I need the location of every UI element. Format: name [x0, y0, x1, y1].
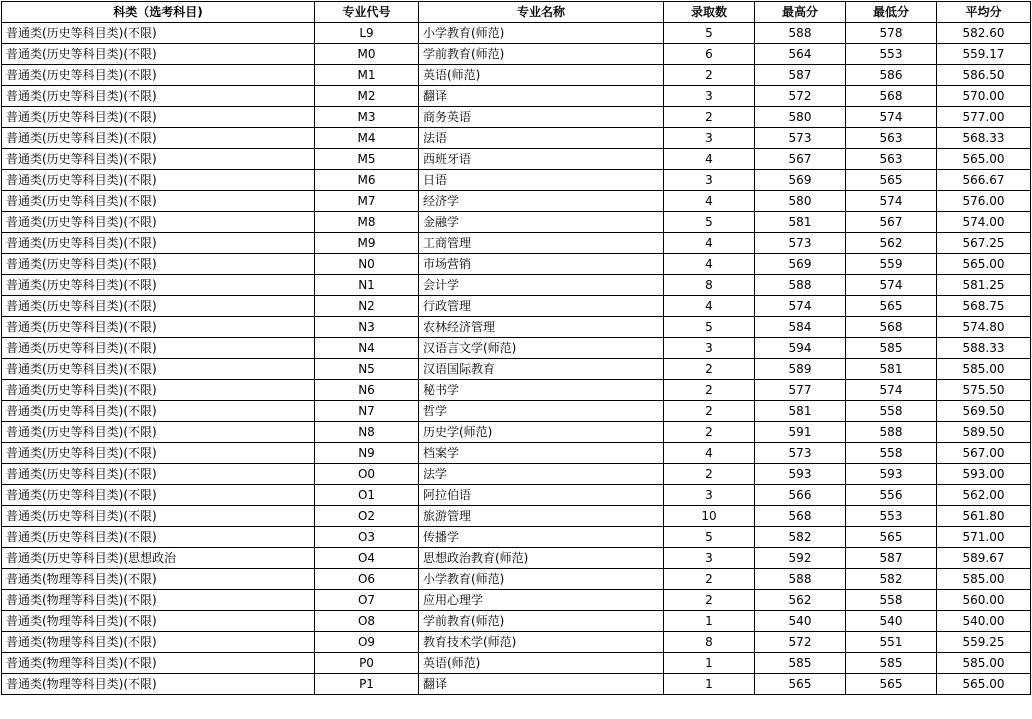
cell-category: 普通类(物理等科目类)(不限) [2, 590, 315, 611]
cell-max-score: 562 [755, 590, 846, 611]
cell-max-score: 591 [755, 422, 846, 443]
cell-max-score: 566 [755, 485, 846, 506]
cell-major-code: N0 [315, 254, 419, 275]
cell-max-score: 573 [755, 128, 846, 149]
cell-major-code: M2 [315, 86, 419, 107]
cell-major-code: M9 [315, 233, 419, 254]
cell-max-score: 588 [755, 275, 846, 296]
cell-avg-score: 593.00 [937, 464, 1031, 485]
cell-major-name: 应用心理学 [419, 590, 664, 611]
cell-max-score: 569 [755, 170, 846, 191]
cell-major-code: N4 [315, 338, 419, 359]
cell-major-code: P0 [315, 653, 419, 674]
cell-avg-score: 581.25 [937, 275, 1031, 296]
cell-category: 普通类(历史等科目类)(不限) [2, 464, 315, 485]
cell-max-score: 581 [755, 212, 846, 233]
cell-admitted-count: 2 [664, 401, 755, 422]
table-row [2, 506, 1031, 527]
cell-max-score: 564 [755, 44, 846, 65]
cell-min-score: 562 [846, 233, 937, 254]
table-row [2, 107, 1031, 128]
cell-category: 普通类(历史等科目类)(不限) [2, 380, 315, 401]
cell-major-name: 工商管理 [419, 233, 664, 254]
cell-max-score: 574 [755, 296, 846, 317]
cell-admitted-count: 1 [664, 674, 755, 695]
table-header-row [2, 2, 1031, 23]
table-row [2, 422, 1031, 443]
cell-min-score: 556 [846, 485, 937, 506]
cell-category: 普通类(历史等科目类)(不限) [2, 191, 315, 212]
table-row [2, 170, 1031, 191]
cell-major-name: 汉语言文学(师范) [419, 338, 664, 359]
cell-admitted-count: 8 [664, 632, 755, 653]
cell-admitted-count: 4 [664, 233, 755, 254]
cell-min-score: 558 [846, 401, 937, 422]
cell-avg-score: 574.80 [937, 317, 1031, 338]
cell-min-score: 540 [846, 611, 937, 632]
cell-category: 普通类(物理等科目类)(不限) [2, 632, 315, 653]
cell-category: 普通类(历史等科目类)(不限) [2, 485, 315, 506]
cell-admitted-count: 2 [664, 590, 755, 611]
table-row [2, 254, 1031, 275]
cell-min-score: 586 [846, 65, 937, 86]
cell-max-score: 581 [755, 401, 846, 422]
cell-major-name: 教育技术学(师范) [419, 632, 664, 653]
cell-category: 普通类(历史等科目类)(不限) [2, 254, 315, 275]
cell-major-name: 思想政治教育(师范) [419, 548, 664, 569]
table-row [2, 401, 1031, 422]
cell-admitted-count: 3 [664, 170, 755, 191]
cell-avg-score: 585.00 [937, 569, 1031, 590]
cell-min-score: 565 [846, 674, 937, 695]
cell-avg-score: 540.00 [937, 611, 1031, 632]
cell-min-score: 585 [846, 338, 937, 359]
cell-category: 普通类(历史等科目类)(不限) [2, 149, 315, 170]
table-row [2, 464, 1031, 485]
cell-major-code: N5 [315, 359, 419, 380]
cell-major-code: L9 [315, 23, 419, 44]
cell-min-score: 581 [846, 359, 937, 380]
cell-admitted-count: 3 [664, 86, 755, 107]
table-row [2, 233, 1031, 254]
table-row [2, 275, 1031, 296]
cell-max-score: 577 [755, 380, 846, 401]
cell-major-name: 会计学 [419, 275, 664, 296]
table-row [2, 527, 1031, 548]
cell-min-score: 565 [846, 296, 937, 317]
cell-avg-score: 577.00 [937, 107, 1031, 128]
cell-major-name: 法学 [419, 464, 664, 485]
cell-min-score: 559 [846, 254, 937, 275]
cell-major-code: M7 [315, 191, 419, 212]
cell-admitted-count: 4 [664, 149, 755, 170]
cell-major-code: M5 [315, 149, 419, 170]
table-row [2, 653, 1031, 674]
cell-avg-score: 571.00 [937, 527, 1031, 548]
cell-avg-score: 567.00 [937, 443, 1031, 464]
cell-category: 普通类(历史等科目类)(不限) [2, 275, 315, 296]
cell-major-name: 英语(师范) [419, 653, 664, 674]
cell-admitted-count: 3 [664, 485, 755, 506]
cell-min-score: 568 [846, 317, 937, 338]
cell-category: 普通类(历史等科目类)(不限) [2, 44, 315, 65]
cell-major-name: 法语 [419, 128, 664, 149]
cell-major-code: N2 [315, 296, 419, 317]
cell-avg-score: 565.00 [937, 149, 1031, 170]
cell-category: 普通类(历史等科目类)(不限) [2, 107, 315, 128]
cell-min-score: 574 [846, 275, 937, 296]
table-row [2, 569, 1031, 590]
cell-min-score: 565 [846, 527, 937, 548]
cell-max-score: 580 [755, 107, 846, 128]
cell-min-score: 568 [846, 86, 937, 107]
cell-major-name: 翻译 [419, 86, 664, 107]
cell-major-name: 哲学 [419, 401, 664, 422]
table-row [2, 128, 1031, 149]
table-row [2, 338, 1031, 359]
cell-major-code: O2 [315, 506, 419, 527]
table-row [2, 359, 1031, 380]
cell-max-score: 589 [755, 359, 846, 380]
cell-major-code: O4 [315, 548, 419, 569]
table-row [2, 485, 1031, 506]
cell-admitted-count: 5 [664, 212, 755, 233]
cell-max-score: 540 [755, 611, 846, 632]
cell-max-score: 567 [755, 149, 846, 170]
cell-avg-score: 589.50 [937, 422, 1031, 443]
cell-major-code: N3 [315, 317, 419, 338]
cell-major-code: M4 [315, 128, 419, 149]
cell-max-score: 584 [755, 317, 846, 338]
cell-avg-score: 582.60 [937, 23, 1031, 44]
cell-max-score: 573 [755, 443, 846, 464]
cell-max-score: 592 [755, 548, 846, 569]
cell-major-code: M1 [315, 65, 419, 86]
cell-major-name: 学前教育(师范) [419, 611, 664, 632]
cell-avg-score: 561.80 [937, 506, 1031, 527]
cell-max-score: 565 [755, 674, 846, 695]
admission-scores-table-container [1, 1, 1030, 695]
cell-avg-score: 560.00 [937, 590, 1031, 611]
cell-avg-score: 589.67 [937, 548, 1031, 569]
cell-admitted-count: 2 [664, 569, 755, 590]
cell-category: 普通类(历史等科目类)(不限) [2, 338, 315, 359]
cell-admitted-count: 2 [664, 422, 755, 443]
table-row [2, 296, 1031, 317]
table-row [2, 674, 1031, 695]
cell-major-code: N7 [315, 401, 419, 422]
cell-admitted-count: 1 [664, 653, 755, 674]
cell-major-name: 经济学 [419, 191, 664, 212]
header-max-score: 最高分 [755, 2, 846, 23]
header-category: 科类（选考科目) [2, 2, 315, 23]
cell-min-score: 587 [846, 548, 937, 569]
cell-major-name: 日语 [419, 170, 664, 191]
cell-max-score: 594 [755, 338, 846, 359]
table-row [2, 23, 1031, 44]
cell-category: 普通类(历史等科目类)(不限) [2, 233, 315, 254]
cell-min-score: 574 [846, 191, 937, 212]
cell-max-score: 580 [755, 191, 846, 212]
cell-category: 普通类(历史等科目类)(不限) [2, 359, 315, 380]
header-major-name: 专业名称 [419, 2, 664, 23]
cell-avg-score: 566.67 [937, 170, 1031, 191]
cell-admitted-count: 2 [664, 380, 755, 401]
cell-major-name: 行政管理 [419, 296, 664, 317]
cell-admitted-count: 2 [664, 464, 755, 485]
cell-major-name: 商务英语 [419, 107, 664, 128]
cell-avg-score: 570.00 [937, 86, 1031, 107]
cell-min-score: 578 [846, 23, 937, 44]
cell-avg-score: 568.33 [937, 128, 1031, 149]
cell-max-score: 573 [755, 233, 846, 254]
cell-min-score: 574 [846, 380, 937, 401]
cell-major-code: M6 [315, 170, 419, 191]
cell-max-score: 568 [755, 506, 846, 527]
cell-major-name: 传播学 [419, 527, 664, 548]
cell-major-name: 学前教育(师范) [419, 44, 664, 65]
cell-major-name: 小学教育(师范) [419, 569, 664, 590]
cell-admitted-count: 6 [664, 44, 755, 65]
cell-admitted-count: 5 [664, 317, 755, 338]
cell-major-name: 汉语国际教育 [419, 359, 664, 380]
cell-major-code: M8 [315, 212, 419, 233]
cell-major-code: O1 [315, 485, 419, 506]
cell-avg-score: 565.00 [937, 674, 1031, 695]
cell-min-score: 553 [846, 506, 937, 527]
cell-category: 普通类(历史等科目类)(不限) [2, 212, 315, 233]
cell-major-code: O0 [315, 464, 419, 485]
table-row [2, 86, 1031, 107]
table-row [2, 590, 1031, 611]
cell-max-score: 593 [755, 464, 846, 485]
cell-category: 普通类(历史等科目类)(不限) [2, 65, 315, 86]
cell-admitted-count: 5 [664, 527, 755, 548]
cell-avg-score: 562.00 [937, 485, 1031, 506]
cell-major-code: N9 [315, 443, 419, 464]
cell-avg-score: 565.00 [937, 254, 1031, 275]
cell-min-score: 553 [846, 44, 937, 65]
cell-major-name: 档案学 [419, 443, 664, 464]
cell-min-score: 558 [846, 590, 937, 611]
cell-avg-score: 568.75 [937, 296, 1031, 317]
cell-category: 普通类(物理等科目类)(不限) [2, 569, 315, 590]
cell-category: 普通类(历史等科目类)(思想政治 [2, 548, 315, 569]
cell-major-code: O8 [315, 611, 419, 632]
table-row [2, 212, 1031, 233]
cell-max-score: 582 [755, 527, 846, 548]
cell-category: 普通类(物理等科目类)(不限) [2, 653, 315, 674]
cell-min-score: 563 [846, 149, 937, 170]
cell-min-score: 585 [846, 653, 937, 674]
cell-max-score: 572 [755, 86, 846, 107]
cell-category: 普通类(历史等科目类)(不限) [2, 23, 315, 44]
cell-major-name: 小学教育(师范) [419, 23, 664, 44]
cell-admitted-count: 3 [664, 548, 755, 569]
cell-avg-score: 567.25 [937, 233, 1031, 254]
cell-avg-score: 569.50 [937, 401, 1031, 422]
cell-avg-score: 585.00 [937, 653, 1031, 674]
cell-min-score: 593 [846, 464, 937, 485]
header-admitted-count: 录取数 [664, 2, 755, 23]
cell-max-score: 588 [755, 569, 846, 590]
cell-category: 普通类(物理等科目类)(不限) [2, 674, 315, 695]
cell-avg-score: 588.33 [937, 338, 1031, 359]
cell-category: 普通类(历史等科目类)(不限) [2, 527, 315, 548]
cell-major-code: O3 [315, 527, 419, 548]
cell-avg-score: 585.00 [937, 359, 1031, 380]
cell-category: 普通类(历史等科目类)(不限) [2, 296, 315, 317]
cell-min-score: 563 [846, 128, 937, 149]
admission-scores-table [1, 1, 1031, 695]
cell-category: 普通类(历史等科目类)(不限) [2, 317, 315, 338]
cell-major-code: O7 [315, 590, 419, 611]
cell-major-name: 农林经济管理 [419, 317, 664, 338]
cell-min-score: 551 [846, 632, 937, 653]
cell-admitted-count: 4 [664, 254, 755, 275]
cell-major-code: N1 [315, 275, 419, 296]
table-row [2, 191, 1031, 212]
cell-major-code: O6 [315, 569, 419, 590]
cell-major-name: 翻译 [419, 674, 664, 695]
table-row [2, 44, 1031, 65]
cell-min-score: 558 [846, 443, 937, 464]
cell-avg-score: 559.25 [937, 632, 1031, 653]
cell-admitted-count: 8 [664, 275, 755, 296]
cell-avg-score: 559.17 [937, 44, 1031, 65]
cell-max-score: 569 [755, 254, 846, 275]
cell-category: 普通类(历史等科目类)(不限) [2, 506, 315, 527]
cell-max-score: 588 [755, 23, 846, 44]
cell-avg-score: 575.50 [937, 380, 1031, 401]
cell-category: 普通类(历史等科目类)(不限) [2, 422, 315, 443]
cell-category: 普通类(历史等科目类)(不限) [2, 86, 315, 107]
header-major-code: 专业代号 [315, 2, 419, 23]
cell-min-score: 588 [846, 422, 937, 443]
table-row [2, 548, 1031, 569]
cell-category: 普通类(历史等科目类)(不限) [2, 443, 315, 464]
cell-max-score: 585 [755, 653, 846, 674]
table-row [2, 443, 1031, 464]
cell-admitted-count: 4 [664, 296, 755, 317]
cell-major-code: O9 [315, 632, 419, 653]
cell-major-code: M0 [315, 44, 419, 65]
cell-major-name: 历史学(师范) [419, 422, 664, 443]
header-avg-score: 平均分 [937, 2, 1031, 23]
cell-admitted-count: 2 [664, 359, 755, 380]
cell-avg-score: 586.50 [937, 65, 1031, 86]
cell-admitted-count: 1 [664, 611, 755, 632]
table-row [2, 632, 1031, 653]
cell-major-name: 旅游管理 [419, 506, 664, 527]
cell-category: 普通类(物理等科目类)(不限) [2, 611, 315, 632]
cell-major-code: P1 [315, 674, 419, 695]
cell-admitted-count: 2 [664, 107, 755, 128]
cell-admitted-count: 2 [664, 65, 755, 86]
cell-category: 普通类(历史等科目类)(不限) [2, 170, 315, 191]
cell-min-score: 574 [846, 107, 937, 128]
cell-major-name: 市场营销 [419, 254, 664, 275]
cell-avg-score: 576.00 [937, 191, 1031, 212]
cell-major-code: N8 [315, 422, 419, 443]
cell-admitted-count: 4 [664, 443, 755, 464]
cell-admitted-count: 5 [664, 23, 755, 44]
table-body [2, 23, 1031, 695]
table-row [2, 317, 1031, 338]
cell-major-code: M3 [315, 107, 419, 128]
header-min-score: 最低分 [846, 2, 937, 23]
cell-admitted-count: 3 [664, 338, 755, 359]
cell-category: 普通类(历史等科目类)(不限) [2, 128, 315, 149]
cell-category: 普通类(历史等科目类)(不限) [2, 401, 315, 422]
table-row [2, 149, 1031, 170]
cell-admitted-count: 4 [664, 191, 755, 212]
cell-major-name: 金融学 [419, 212, 664, 233]
cell-max-score: 572 [755, 632, 846, 653]
cell-major-name: 秘书学 [419, 380, 664, 401]
cell-max-score: 587 [755, 65, 846, 86]
cell-min-score: 582 [846, 569, 937, 590]
table-row [2, 611, 1031, 632]
cell-major-code: N6 [315, 380, 419, 401]
table-row [2, 65, 1031, 86]
table-row [2, 380, 1031, 401]
cell-admitted-count: 3 [664, 128, 755, 149]
cell-admitted-count: 10 [664, 506, 755, 527]
cell-major-name: 阿拉伯语 [419, 485, 664, 506]
cell-avg-score: 574.00 [937, 212, 1031, 233]
cell-min-score: 567 [846, 212, 937, 233]
cell-major-name: 英语(师范) [419, 65, 664, 86]
cell-min-score: 565 [846, 170, 937, 191]
cell-major-name: 西班牙语 [419, 149, 664, 170]
